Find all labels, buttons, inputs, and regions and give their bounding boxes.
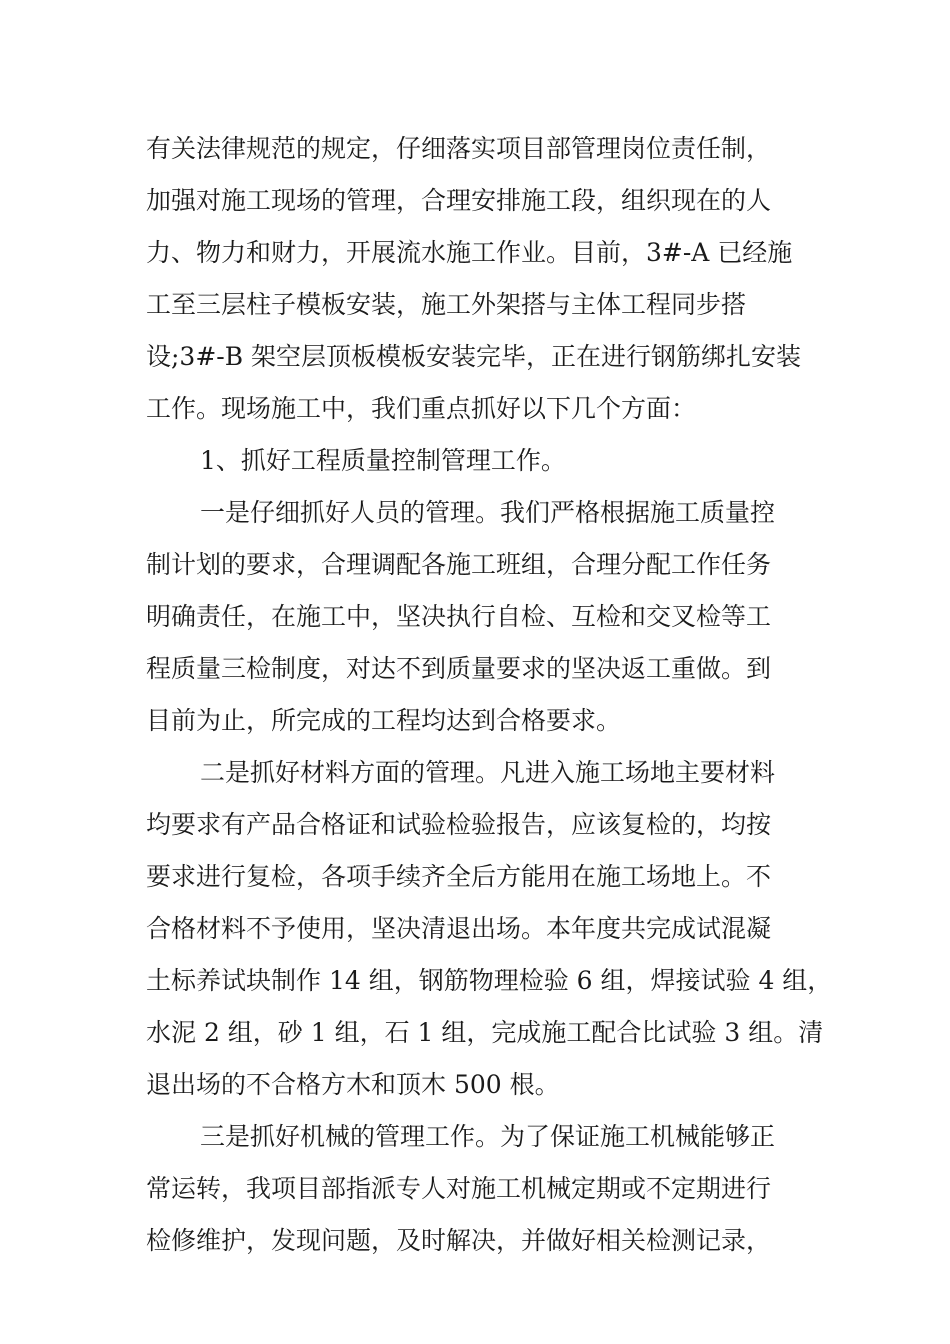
paragraph-line: 一是仔细抓好人员的管理。我们严格根据施工质量控 xyxy=(200,498,776,527)
paragraph-line: 退出场的不合格方木和顶木 500 根。 xyxy=(146,1070,560,1099)
document-body xyxy=(146,123,836,1267)
paragraph-line: 三是抓好机械的管理工作。为了保证施工机械能够正 xyxy=(200,1122,776,1151)
paragraph-line: 力、物力和财力，开展流水施工作业。目前，3#-A 已经施 xyxy=(146,238,793,267)
paragraph xyxy=(146,123,836,435)
paragraph-line: 1、抓好工程质量控制管理工作。 xyxy=(200,446,566,475)
paragraph-line: 二是抓好材料方面的管理。凡进入施工场地主要材料 xyxy=(200,758,776,787)
paragraph-line: 工至三层柱子模板安装，施工外架搭与主体工程同步搭 xyxy=(146,290,747,319)
paragraph xyxy=(146,435,836,487)
paragraph-line: 设;3#-B 架空层顶板模板安装完毕，正在进行钢筋绑扎安装 xyxy=(146,342,802,371)
paragraph-line: 合格材料不予使用，坚决清退出场。本年度共完成试混凝 xyxy=(146,914,772,943)
paragraph-line: 有关法律规范的规定，仔细落实项目部管理岗位责任制， xyxy=(146,134,772,163)
paragraph-line: 土标养试块制作 14 组，钢筋物理检验 6 组，焊接试验 4 组， xyxy=(146,966,833,995)
paragraph-line: 制计划的要求，合理调配各施工班组，合理分配工作任务 xyxy=(146,550,772,579)
paragraph-line: 工作。现场施工中，我们重点抓好以下几个方面： xyxy=(146,394,697,423)
paragraph-line: 程质量三检制度，对达不到质量要求的坚决返工重做。到 xyxy=(146,654,772,683)
paragraph-line: 水泥 2 组，砂 1 组，石 1 组，完成施工配合比试验 3 组。清 xyxy=(146,1018,824,1047)
paragraph-line: 目前为止，所完成的工程均达到合格要求。 xyxy=(146,706,622,735)
paragraph-line: 均要求有产品合格证和试验检验报告，应该复检的，均按 xyxy=(146,810,772,839)
paragraph xyxy=(146,1111,836,1267)
paragraph-line: 加强对施工现场的管理，合理安排施工段，组织现在的人 xyxy=(146,186,772,215)
paragraph-line: 检修维护，发现问题，及时解决，并做好相关检测记录， xyxy=(146,1226,772,1255)
paragraph-line: 要求进行复检，各项手续齐全后方能用在施工场地上。不 xyxy=(146,862,772,891)
paragraph-line: 常运转，我项目部指派专人对施工机械定期或不定期进行 xyxy=(146,1174,772,1203)
paragraph-line: 明确责任，在施工中，坚决执行自检、互检和交叉检等工 xyxy=(146,602,772,631)
paragraph xyxy=(146,747,836,1111)
paragraph xyxy=(146,487,836,747)
